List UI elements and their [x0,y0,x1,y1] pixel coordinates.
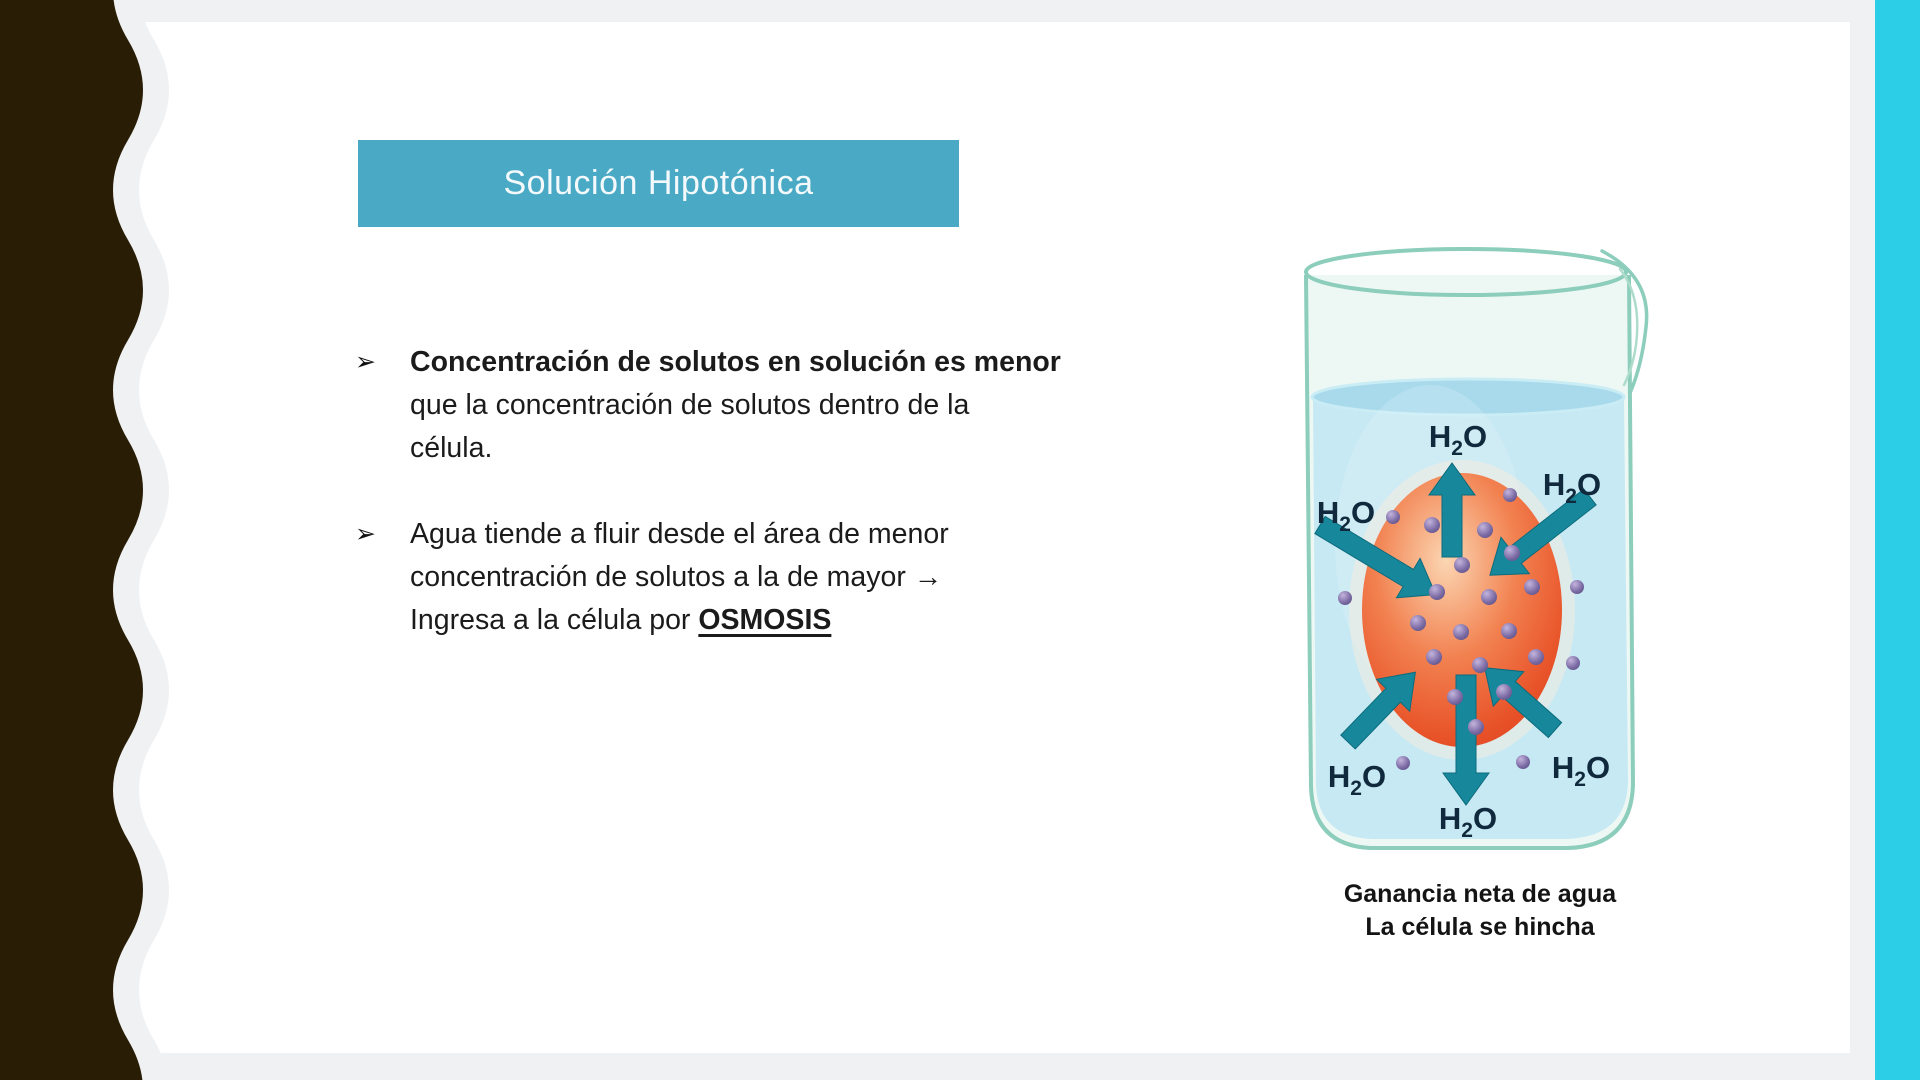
solute-dot [1468,719,1484,735]
right-accent-band [1875,0,1920,1080]
solute-dot [1424,517,1440,533]
solute-dot [1477,522,1493,538]
bullet2-line1: Agua tiende a fluir desde el área de menor [410,518,949,550]
solute-dot [1447,689,1463,705]
slide-title: Solución Hipotónica [503,164,814,202]
h2o-label-bottom: $H_2O$ [1438,801,1498,842]
solute-dot [1496,684,1512,700]
solute-dot [1454,557,1470,573]
bullet2-line3: Ingresa a la célula por OSMOSIS [410,604,832,636]
beaker-illustration [1280,235,1680,875]
slide-title-box [358,140,959,227]
solute-dot [1396,756,1410,770]
solute-dot [1410,615,1426,631]
bullet-list [355,341,1155,642]
h2o-label-top: $H_2O$ [1428,419,1488,460]
bullet-item-2 [355,513,1155,642]
bullet-arrow-icon: ➢ [355,520,376,548]
bullet-item-1 [355,341,1155,470]
solute-dot [1528,649,1544,665]
figure-caption [1280,878,1680,944]
bullet-arrow-icon: ➢ [355,348,376,376]
osmosis-emphasis: OSMOSIS [698,604,832,636]
solute-dot [1570,580,1584,594]
solute-dot [1338,591,1352,605]
h2o-label-left: $H_2O$ [1316,495,1376,536]
solute-dot [1429,584,1445,600]
solute-dot [1524,579,1540,595]
solute-dot [1566,656,1580,670]
bullet1-line2: que la concentración de solutos dentro de la [410,389,970,421]
solute-dot [1503,488,1517,502]
solute-dot [1453,624,1469,640]
solute-dot [1501,623,1517,639]
h2o-label-lower-left: $H_2O$ [1327,759,1387,800]
h2o-label-upper-right: $H_2O$ [1542,467,1602,508]
solute-dot [1386,510,1400,524]
h2o-label-lower-right: $H_2O$ [1551,750,1611,791]
bullet1-line1: Concentración de solutos en solución es menor [410,346,1061,378]
solute-dot [1516,755,1530,769]
bullet1-line3: célula. [410,432,493,464]
solute-dot [1426,649,1442,665]
left-wave-band [0,0,220,1080]
solute-dot [1504,545,1520,561]
bullet2-line2: concentración de solutos a la de mayor → [410,561,943,593]
figure-caption-line2: La célula se hincha [1365,913,1595,941]
figure-caption-line1: Ganancia neta de agua [1343,880,1617,908]
solute-dot [1472,657,1488,673]
solute-dot [1481,589,1497,605]
